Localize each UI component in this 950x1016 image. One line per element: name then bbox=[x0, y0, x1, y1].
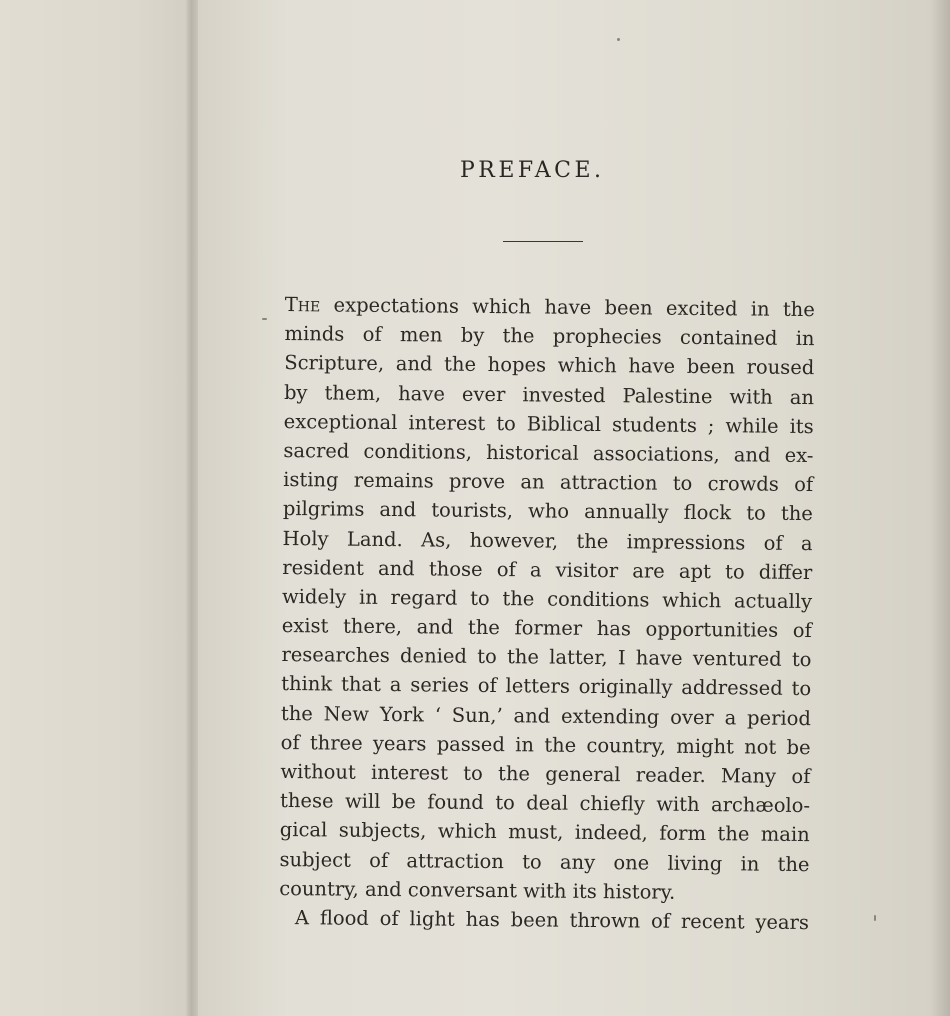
body-line: minds of men by the prophecies contained in bbox=[284, 322, 815, 351]
paragraph-end-line: country, and conversant with its history. bbox=[279, 876, 676, 904]
page-edge-shadow bbox=[930, 0, 950, 1016]
body-line: gical subjects, which must, indeed, form the main bbox=[279, 818, 810, 847]
body-line: Holy Land. As, however, the impressions of a bbox=[282, 526, 813, 555]
body-line: exist there, and the former has opportunities of bbox=[281, 614, 812, 643]
page-title: PREFACE. bbox=[460, 158, 605, 183]
paper-speck bbox=[262, 318, 267, 320]
left-page bbox=[0, 0, 192, 1016]
body-line: sacred conditions, historical associations, and ex- bbox=[283, 438, 814, 468]
first-line-text: expectations which have been excited in the bbox=[320, 293, 815, 322]
second-paragraph-line: A flood of light has been thrown of recent years bbox=[294, 906, 810, 934]
page-gutter bbox=[186, 0, 198, 1016]
body-line: researches denied to the latter, I have ventured to bbox=[281, 643, 812, 672]
body-line: think that a series of letters originally addressed to bbox=[281, 672, 812, 701]
body-line: widely in regard to the conditions which actually bbox=[281, 584, 813, 613]
body-line: the New York ‘ Sun,’ and extending over a period bbox=[280, 701, 812, 730]
body-line: by them, have ever invested Palestine with an bbox=[283, 380, 815, 409]
body-line: resident and those of a visitor are apt to differ bbox=[282, 555, 813, 584]
paper-speck bbox=[874, 915, 876, 921]
body-line: of three years passed in the country, might not be bbox=[280, 730, 811, 759]
body-line: pilgrims and tourists, who annually flock to the bbox=[282, 497, 813, 526]
paper-speck bbox=[617, 38, 620, 41]
body-line: without interest to the general reader. Many of bbox=[280, 759, 811, 789]
lead-word: The bbox=[284, 292, 321, 317]
body-line: exceptional interest to Biblical students ; while its bbox=[283, 409, 814, 438]
body-line: Scripture, and the hopes which have been roused bbox=[284, 351, 815, 380]
body-line: these will be found to deal chiefly with archæolo- bbox=[279, 789, 811, 818]
title-rule bbox=[503, 241, 583, 242]
body-line: isting remains prove an attraction to crowds of bbox=[283, 468, 814, 497]
body-line: subject of attraction to any one living in the bbox=[279, 847, 810, 876]
preface-body bbox=[279, 290, 815, 937]
